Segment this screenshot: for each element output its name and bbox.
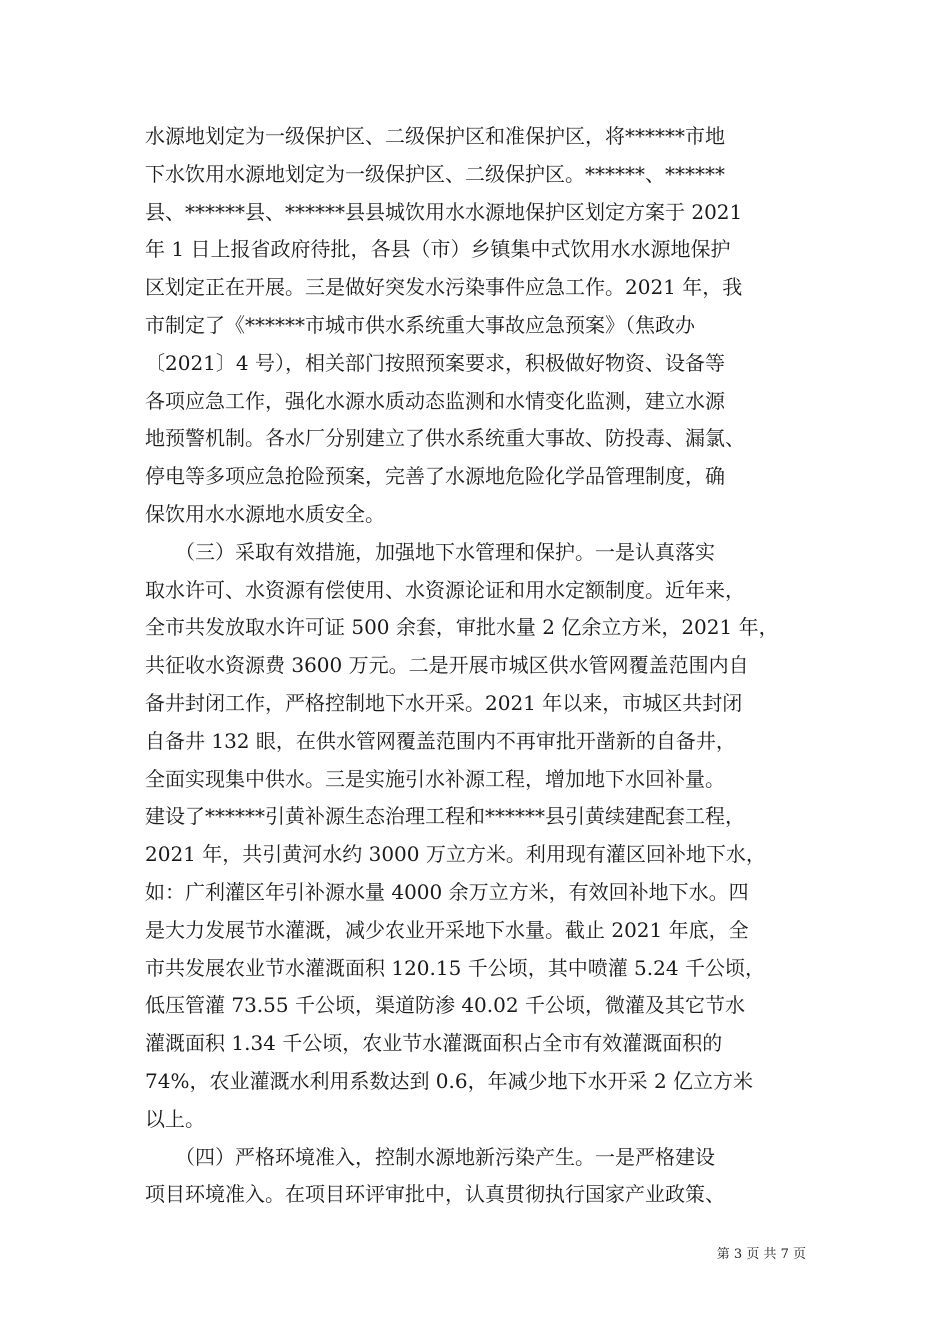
page-number-footer: 第 3 页 共 7 页: [716, 1247, 806, 1262]
text-line: 保饮用水水源地水质安全。: [145, 501, 385, 526]
text-line: 下水饮用水源地划定为一级保护区、二级保护区。******、******: [145, 161, 725, 186]
text-line: 2021 年，共引黄河水约 3000 万立方米。利用现有灌区回补地下水，: [145, 842, 766, 867]
text-line: 是大力发展节水灌溉，减少农业开采地下水量。截止 2021 年底，全: [145, 917, 749, 942]
text-line: 以上。: [145, 1106, 205, 1131]
text-line: 市制定了《******市城市供水系统重大事故应急预案》（焦政办: [145, 312, 695, 337]
text-line: 项目环境准入。在项目环评审批中，认真贯彻执行国家产业政策、: [145, 1182, 725, 1207]
text-line: 年 1 日上报省政府待批，各县（市）乡镇集中式饮用水水源地保护: [145, 237, 731, 262]
text-line: 〔2021〕4 号），相关部门按照预案要求，积极做好物资、设备等: [145, 350, 725, 375]
body-text: [145, 118, 810, 1214]
text-line: 取水许可、水资源有偿使用、水资源论证和用水定额制度。近年来，: [145, 577, 745, 602]
text-line: 各项应急工作，强化水源水质动态监测和水情变化监测，建立水源: [145, 388, 725, 413]
text-line: 县、******县、******县县城饮用水水源地保护区划定方案于 2021: [145, 199, 743, 224]
text-line: 市共发展农业节水灌溉面积 120.15 千公顷，其中喷灌 5.24 千公顷，: [145, 955, 765, 980]
text-line: 74%，农业灌溉水利用系数达到 0.6，年减少地下水开采 2 亿立方米: [145, 1068, 754, 1093]
text-line: 备井封闭工作，严格控制地下水开采。2021 年以来，市城区共封闭: [145, 690, 743, 715]
text-line: （三）采取有效措施，加强地下水管理和保护。一是认真落实: [145, 539, 715, 564]
text-line: 地预警机制。各水厂分别建立了供水系统重大事故、防投毒、漏氯、: [145, 426, 745, 451]
text-line: 水源地划定为一级保护区、二级保护区和准保护区，将******市地: [145, 124, 725, 148]
text-line: （四）严格环境准入，控制水源地新污染产生。一是严格建设: [145, 1144, 715, 1169]
text-line: 全市共发放取水许可证 500 余套，审批水量 2 亿余立方米，2021 年，: [145, 615, 779, 640]
text-line: 灌溉面积 1.34 千公顷，农业节水灌溉面积占全市有效灌溉面积的: [145, 1031, 723, 1056]
text-line: 区划定正在开展。三是做好突发水污染事件应急工作。2021 年，我: [145, 275, 743, 300]
text-line: 自备井 132 眼，在供水管网覆盖范围内不再审批开凿新的自备井，: [145, 728, 736, 753]
text-line: 低压管灌 73.55 千公顷，渠道防渗 40.02 千公顷，微灌及其它节水: [145, 993, 745, 1018]
text-line: 建设了******引黄补源生态治理工程和******县引黄续建配套工程，: [145, 804, 745, 829]
text-line: 停电等多项应急抢险预案，完善了水源地危险化学品管理制度，确: [145, 464, 725, 489]
text-line: 共征收水资源费 3600 万元。二是开展市城区供水管网覆盖范围内自: [145, 653, 749, 678]
text-line: 全面实现集中供水。三是实施引水补源工程，增加地下水回补量。: [145, 766, 725, 791]
text-line: 如：广利灌区年引补源水量 4000 余万立方米，有效回补地下水。四: [145, 879, 749, 904]
